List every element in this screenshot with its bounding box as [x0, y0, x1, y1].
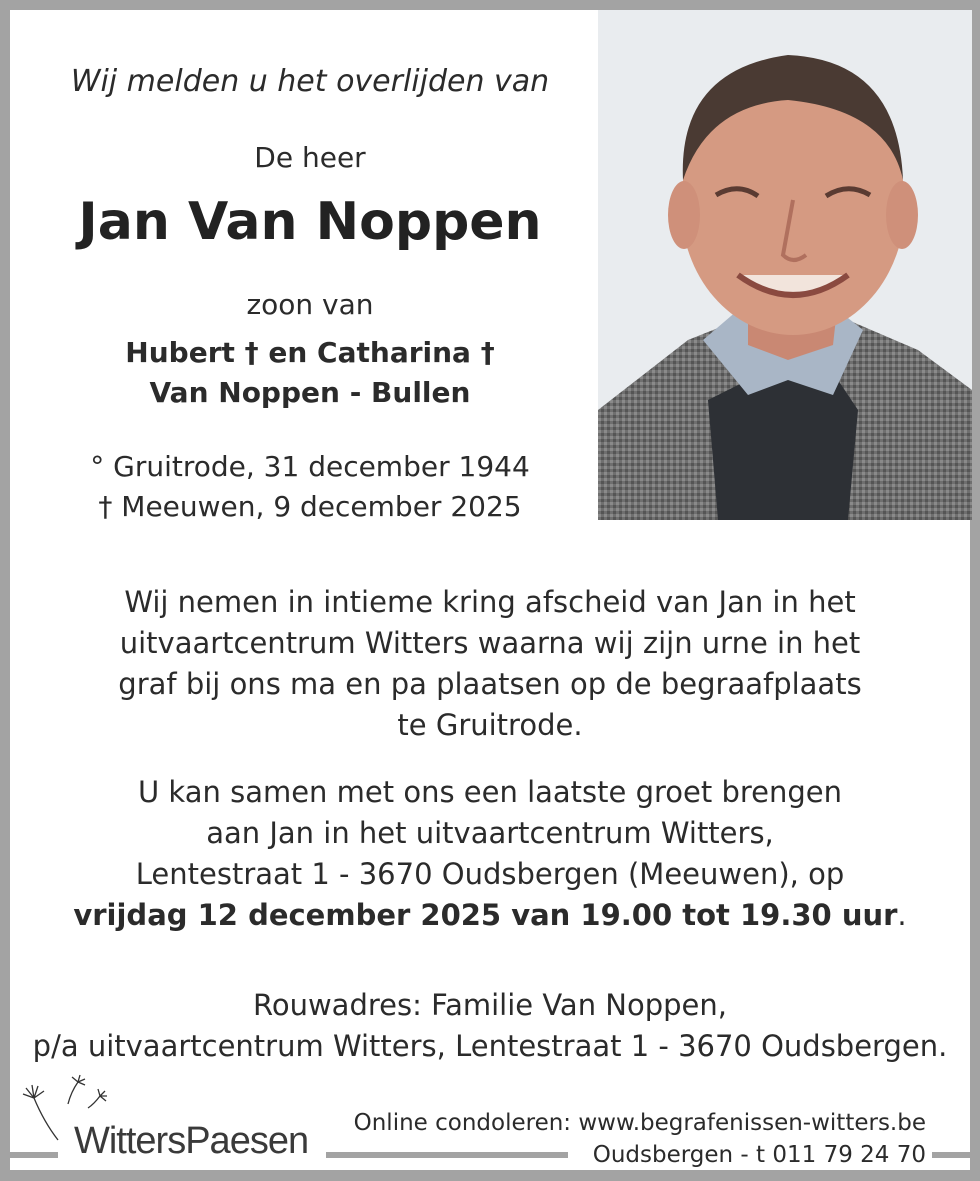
- deceased-name: Jan Van Noppen: [78, 192, 542, 252]
- intro-text: Wij melden u het overlijden van: [70, 64, 550, 99]
- address-line-1: Rouwadres: Familie Van Noppen,: [252, 988, 727, 1022]
- paragraph-line: Wij nemen in intieme kring afscheid van Jan in het: [124, 585, 856, 619]
- phone-line: Oudsbergen - t 011 79 24 70: [592, 1142, 926, 1168]
- witters-paesen-logo: WittersPaesen: [74, 1120, 309, 1162]
- relation-text: zoon van: [246, 288, 374, 321]
- visitation-time-suffix: .: [897, 898, 907, 932]
- visitation-time-line: [20, 895, 960, 936]
- paragraph-line: Lentestraat 1 - 3670 Oudsbergen (Meeuwen), op: [135, 857, 845, 891]
- honorific: De heer: [254, 141, 366, 174]
- parents-line-1: Hubert † en Catharina †: [125, 336, 495, 369]
- footer-rule: [10, 1152, 58, 1158]
- visitation-paragraph: [20, 772, 960, 936]
- farewell-paragraph: [20, 582, 960, 746]
- birth-date: ° Gruitrode, 31 december 1944: [90, 450, 530, 483]
- portrait-photo: [598, 10, 972, 520]
- paragraph-line: aan Jan in het uitvaartcentrum Witters,: [206, 816, 774, 850]
- paragraph-line: te Gruitrode.: [397, 708, 583, 742]
- visitation-time: vrijdag 12 december 2025 van 19.00 tot 19.30 uur: [73, 898, 898, 932]
- footer-rule: [932, 1152, 980, 1158]
- death-date: † Meeuwen, 9 december 2025: [98, 490, 522, 523]
- portrait-illustration: [598, 10, 972, 520]
- notice-heading: [40, 0, 580, 540]
- paragraph-line: graf bij ons ma en pa plaatsen op de begraafplaats: [118, 667, 862, 701]
- footer-rule: [326, 1152, 568, 1158]
- parents-line-2: Van Noppen - Bullen: [149, 376, 471, 409]
- address-line-2: p/a uitvaartcentrum Witters, Lentestraat 1 - 3670 Oudsbergen.: [32, 1029, 948, 1063]
- paragraph-line: U kan samen met ons een laatste groet brengen: [137, 775, 842, 809]
- online-condolence: Online condoleren: www.begrafenissen-witters.be: [353, 1110, 926, 1136]
- paragraph-line: uitvaartcentrum Witters waarna wij zijn urne in het: [119, 626, 861, 660]
- mourning-address: [20, 985, 960, 1067]
